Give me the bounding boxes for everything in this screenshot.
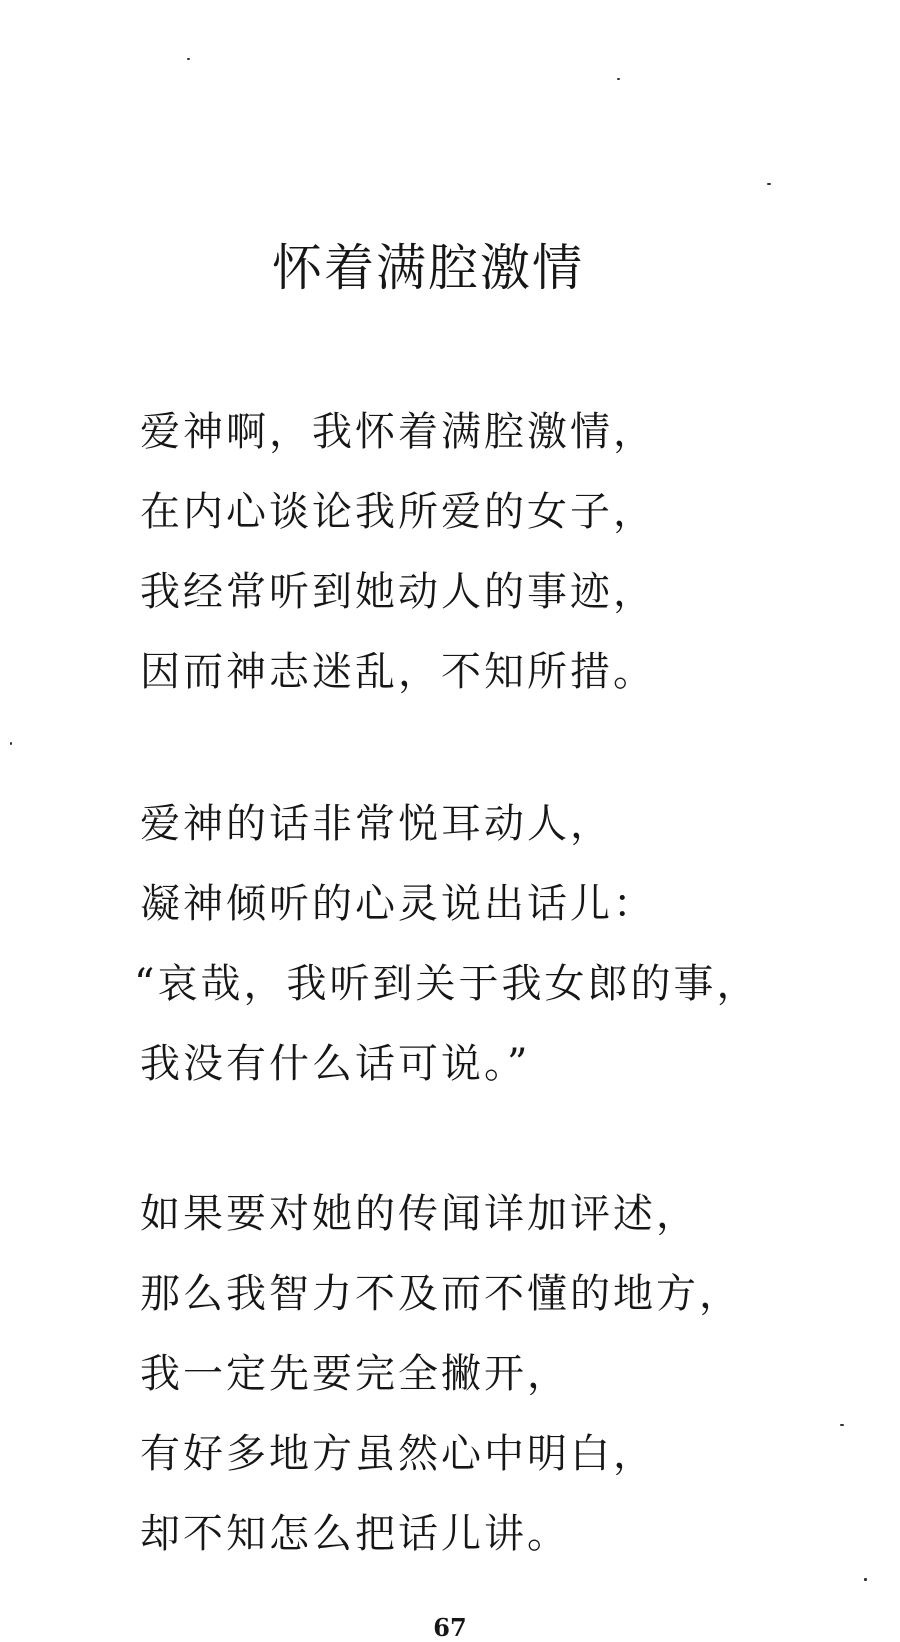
stanza-2 xyxy=(134,800,880,1120)
poem-line: 如果要对她的传闻详加评述， xyxy=(140,1191,699,1237)
scan-speck xyxy=(10,742,12,745)
stanza-3 xyxy=(140,1190,880,1590)
scan-speck xyxy=(187,58,190,60)
scan-speck xyxy=(767,183,771,185)
poem-title: 怀着满腔激情 xyxy=(272,239,584,297)
poem-line: 有好多地方虽然心中明白， xyxy=(140,1431,656,1477)
stanza-1 xyxy=(140,408,880,728)
poem-line: 我一定先要完全撇开， xyxy=(140,1351,570,1397)
poem-line: 我经常听到她动人的事迹， xyxy=(140,569,656,615)
poem-line: 凝神倾听的心灵说出话儿： xyxy=(140,881,656,927)
poem-line: “哀哉，我听到关于我女郎的事， xyxy=(134,961,760,1007)
poem-line: 那么我智力不及而不懂的地方， xyxy=(140,1271,742,1317)
poem-line: 因而神志迷乱，不知所措。 xyxy=(140,649,656,695)
page-number: 67 xyxy=(433,1613,467,1642)
poem-line: 爱神啊，我怀着满腔激情， xyxy=(140,409,656,455)
poem-line: 我没有什么话可说。” xyxy=(140,1041,531,1087)
poem-line: 在内心谈论我所爱的女子， xyxy=(140,489,656,535)
poem-line: 却不知怎么把话儿讲。 xyxy=(140,1511,570,1557)
poem-line: 爱神的话非常悦耳动人， xyxy=(140,801,613,847)
scan-speck xyxy=(617,78,620,80)
